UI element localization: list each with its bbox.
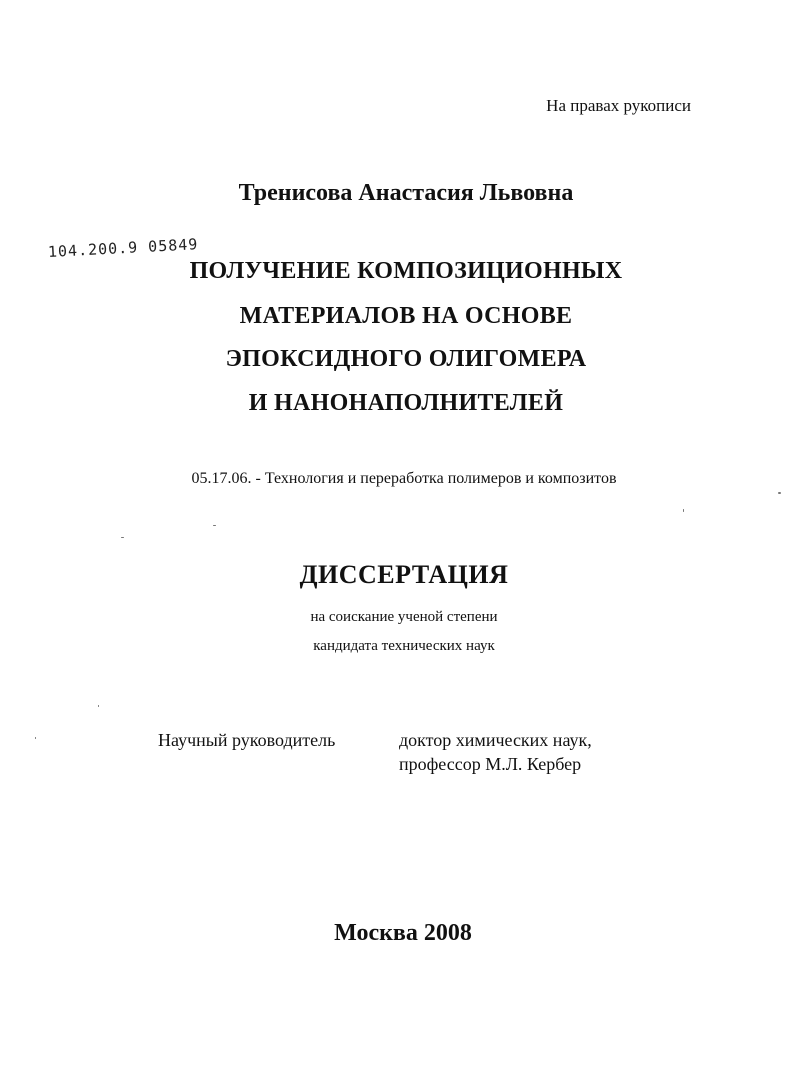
scan-speck xyxy=(98,705,99,707)
scan-speck xyxy=(778,492,781,494)
degree-line-1: на соискание ученой степени xyxy=(310,609,498,625)
specialty-code: 05.17.06. - Технология и переработка полимеров и композитов xyxy=(191,470,617,487)
supervisor-title: доктор химических наук, xyxy=(399,730,592,750)
scan-speck xyxy=(213,525,216,526)
scan-speck xyxy=(121,537,124,538)
rights-note: На правах рукописи xyxy=(546,96,691,115)
title-line-4: И НАНОНАПОЛНИТЕЛЕЙ xyxy=(248,390,564,416)
scan-speck xyxy=(683,509,684,512)
library-stamp: 104.200.9 05849 xyxy=(47,235,199,261)
title-line-1: ПОЛУЧЕНИЕ КОМПОЗИЦИОННЫХ xyxy=(189,258,623,284)
city-year: Москва 2008 xyxy=(334,920,472,946)
title-line-2: МАТЕРИАЛОВ НА ОСНОВЕ xyxy=(239,303,573,329)
scan-speck xyxy=(35,737,36,739)
supervisor-name: профессор М.Л. Кербер xyxy=(399,754,582,774)
document-type: ДИССЕРТАЦИЯ xyxy=(299,560,509,589)
author-name: Тренисова Анастасия Львовна xyxy=(238,180,574,206)
supervisor-label: Научный руководитель xyxy=(158,730,336,750)
degree-line-2: кандидата технических наук xyxy=(313,638,495,654)
title-line-3: ЭПОКСИДНОГО ОЛИГОМЕРА xyxy=(225,346,587,372)
